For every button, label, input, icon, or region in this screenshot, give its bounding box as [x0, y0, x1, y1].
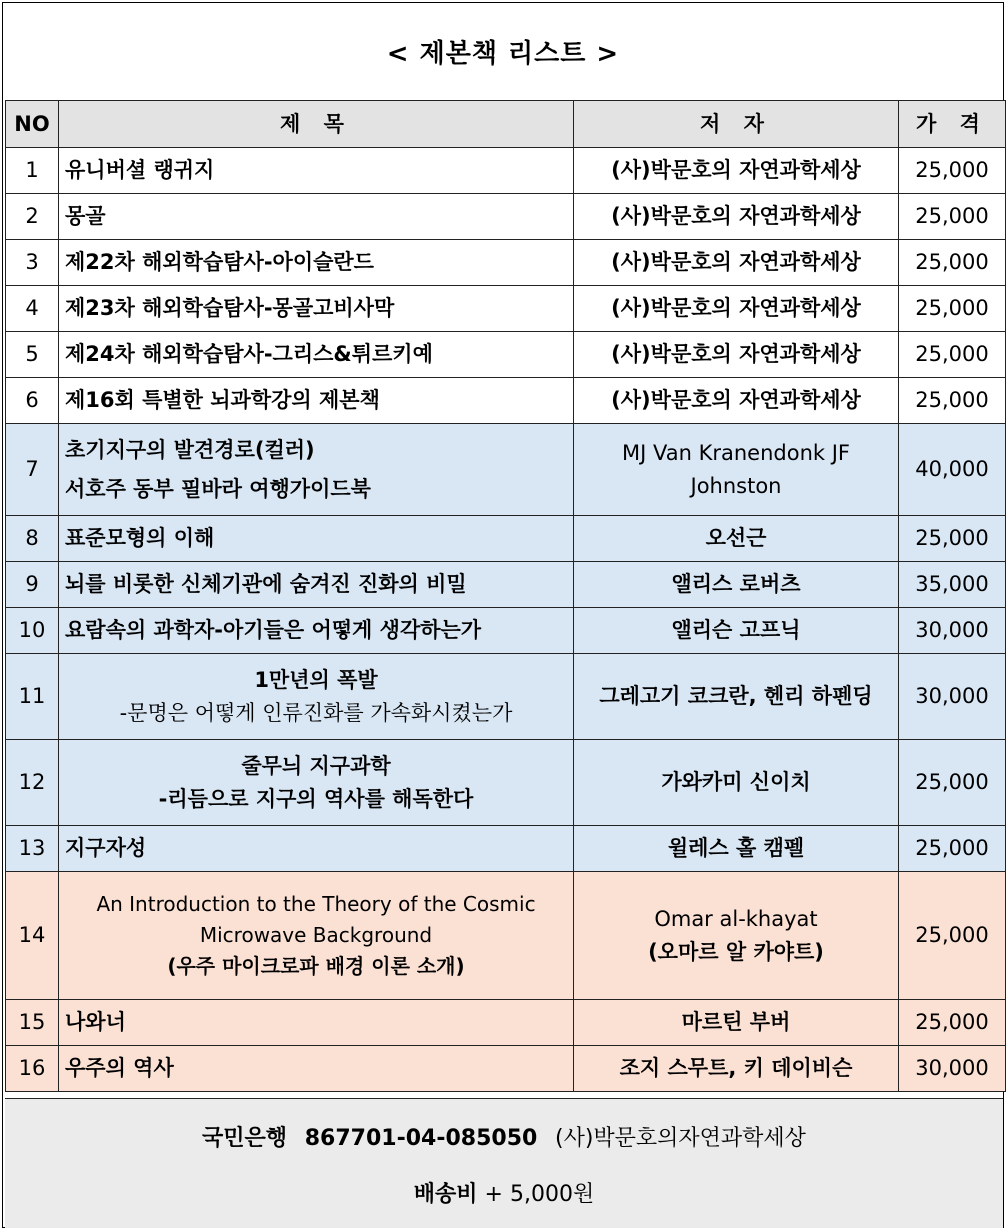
row-price: 25,000: [899, 378, 1006, 424]
payment-info-footer: [5, 1098, 1003, 1228]
row-author: 조지 스무트, 키 데이비슨: [574, 1046, 899, 1092]
table-row: [6, 378, 1006, 424]
row-no: 9: [6, 562, 59, 608]
row-price: 25,000: [899, 826, 1006, 872]
row-no: 7: [6, 424, 59, 516]
row-author-line2: (오마르 알 카야트): [648, 939, 824, 964]
row-author-line1: Omar al-khayat: [654, 906, 818, 931]
row-price: 25,000: [899, 516, 1006, 562]
row-no: 14: [6, 872, 59, 1000]
row-no: 12: [6, 740, 59, 826]
row-title: 제16회 특별한 뇌과학강의 제본책: [59, 378, 574, 424]
table-row: [6, 516, 1006, 562]
row-no: 2: [6, 194, 59, 240]
row-price: 25,000: [899, 1000, 1006, 1046]
row-price: 25,000: [899, 740, 1006, 826]
table-row: [6, 562, 1006, 608]
account-number: 867701-04-085050: [304, 1126, 538, 1151]
row-no: 1: [6, 148, 59, 194]
row-title-line1: An Introduction to the Theory of the Cosmic Microwave Background: [96, 892, 536, 947]
table-row: [6, 1000, 1006, 1046]
row-author: (사)박문호의 자연과학세상: [574, 332, 899, 378]
row-price: 30,000: [899, 608, 1006, 654]
row-price: 30,000: [899, 1046, 1006, 1092]
shipping-value: + 5,000원: [484, 1182, 595, 1207]
row-title: [59, 740, 574, 826]
table-row: [6, 194, 1006, 240]
row-title: 몽골: [59, 194, 574, 240]
row-title-line1: 줄무늬 지구과학: [241, 753, 391, 778]
row-price: 30,000: [899, 654, 1006, 740]
table-row: [6, 240, 1006, 286]
bank-name: 국민은행: [202, 1126, 288, 1151]
row-no: 11: [6, 654, 59, 740]
header-title: 제 목: [59, 101, 574, 148]
row-author: 앨리스 로버츠: [574, 562, 899, 608]
row-price: 25,000: [899, 148, 1006, 194]
shipping-line: [5, 1177, 1003, 1208]
bank-account-line: [5, 1121, 1003, 1152]
row-no: 10: [6, 608, 59, 654]
row-no: 8: [6, 516, 59, 562]
row-price: 25,000: [899, 240, 1006, 286]
row-title-line2: -리듬으로 지구의 역사를 해독한다: [158, 786, 474, 811]
table-row: [6, 332, 1006, 378]
page-title: < 제본책 리스트 >: [386, 38, 620, 69]
row-title: 제24차 해외학습탐사-그리스&튀르키예: [59, 332, 574, 378]
book-table: [5, 100, 1006, 1092]
table-row: [6, 740, 1006, 826]
row-no: 16: [6, 1046, 59, 1092]
table-row: [6, 1046, 1006, 1092]
table-row: [6, 608, 1006, 654]
row-title: [59, 654, 574, 740]
header-no: NO: [6, 101, 59, 148]
header-price: 가 격: [899, 101, 1006, 148]
row-price: 25,000: [899, 332, 1006, 378]
row-no: 15: [6, 1000, 59, 1046]
book-list-sheet: [2, 2, 1004, 1228]
row-title: 표준모형의 이해: [59, 516, 574, 562]
row-title: 제22차 해외학습탐사-아이슬란드: [59, 240, 574, 286]
table-row: [6, 654, 1006, 740]
header-author: 저 자: [574, 101, 899, 148]
row-author: 윌레스 홀 캠펠: [574, 826, 899, 872]
row-price: 25,000: [899, 194, 1006, 240]
row-title-line2: (우주 마이크로파 배경 이론 소개): [167, 954, 465, 978]
row-author: 마르틴 부버: [574, 1000, 899, 1046]
row-author: (사)박문호의 자연과학세상: [574, 286, 899, 332]
row-price: 25,000: [899, 872, 1006, 1000]
row-no: 3: [6, 240, 59, 286]
row-title: 유니버셜 랭귀지: [59, 148, 574, 194]
row-author: [574, 872, 899, 1000]
table-row: [6, 424, 1006, 516]
row-author: (사)박문호의 자연과학세상: [574, 240, 899, 286]
row-no: 13: [6, 826, 59, 872]
row-author: (사)박문호의 자연과학세상: [574, 194, 899, 240]
row-title: 지구자성: [59, 826, 574, 872]
row-title: 우주의 역사: [59, 1046, 574, 1092]
row-title-line1: 초기지구의 발견경로(컬러): [65, 437, 315, 462]
table-header-row: [6, 101, 1006, 148]
row-title: 요람속의 과학자-아기들은 어떻게 생각하는가: [59, 608, 574, 654]
row-title: 뇌를 비롯한 신체기관에 숨겨진 진화의 비밀: [59, 562, 574, 608]
row-author: 가와카미 신이치: [574, 740, 899, 826]
row-no: 4: [6, 286, 59, 332]
row-title: 제23차 해외학습탐사-몽골고비사막: [59, 286, 574, 332]
row-author: 그레고기 코크란, 헨리 하펜딩: [574, 654, 899, 740]
row-price: 25,000: [899, 286, 1006, 332]
shipping-label: 배송비: [413, 1182, 478, 1207]
table-row: [6, 826, 1006, 872]
row-title: [59, 424, 574, 516]
row-title-line2: -문명은 어떻게 인류진화를 가속화시켰는가: [119, 700, 513, 725]
row-author: 오선근: [574, 516, 899, 562]
row-title-line1: 1만년의 폭발: [254, 667, 378, 692]
table-row: [6, 148, 1006, 194]
row-title-line2: 서호주 동부 필바라 여행가이드북: [65, 476, 371, 501]
row-title: 나와너: [59, 1000, 574, 1046]
row-price: 35,000: [899, 562, 1006, 608]
row-author: MJ Van Kranendonk JF Johnston: [574, 424, 899, 516]
row-author: (사)박문호의 자연과학세상: [574, 148, 899, 194]
account-holder: (사)박문호의자연과학세상: [554, 1126, 806, 1151]
row-no: 6: [6, 378, 59, 424]
row-author: (사)박문호의 자연과학세상: [574, 378, 899, 424]
table-row: [6, 286, 1006, 332]
row-title: [59, 872, 574, 1000]
row-price: 40,000: [899, 424, 1006, 516]
row-author: 앨리슨 고프닉: [574, 608, 899, 654]
row-no: 5: [6, 332, 59, 378]
table-row: [6, 872, 1006, 1000]
